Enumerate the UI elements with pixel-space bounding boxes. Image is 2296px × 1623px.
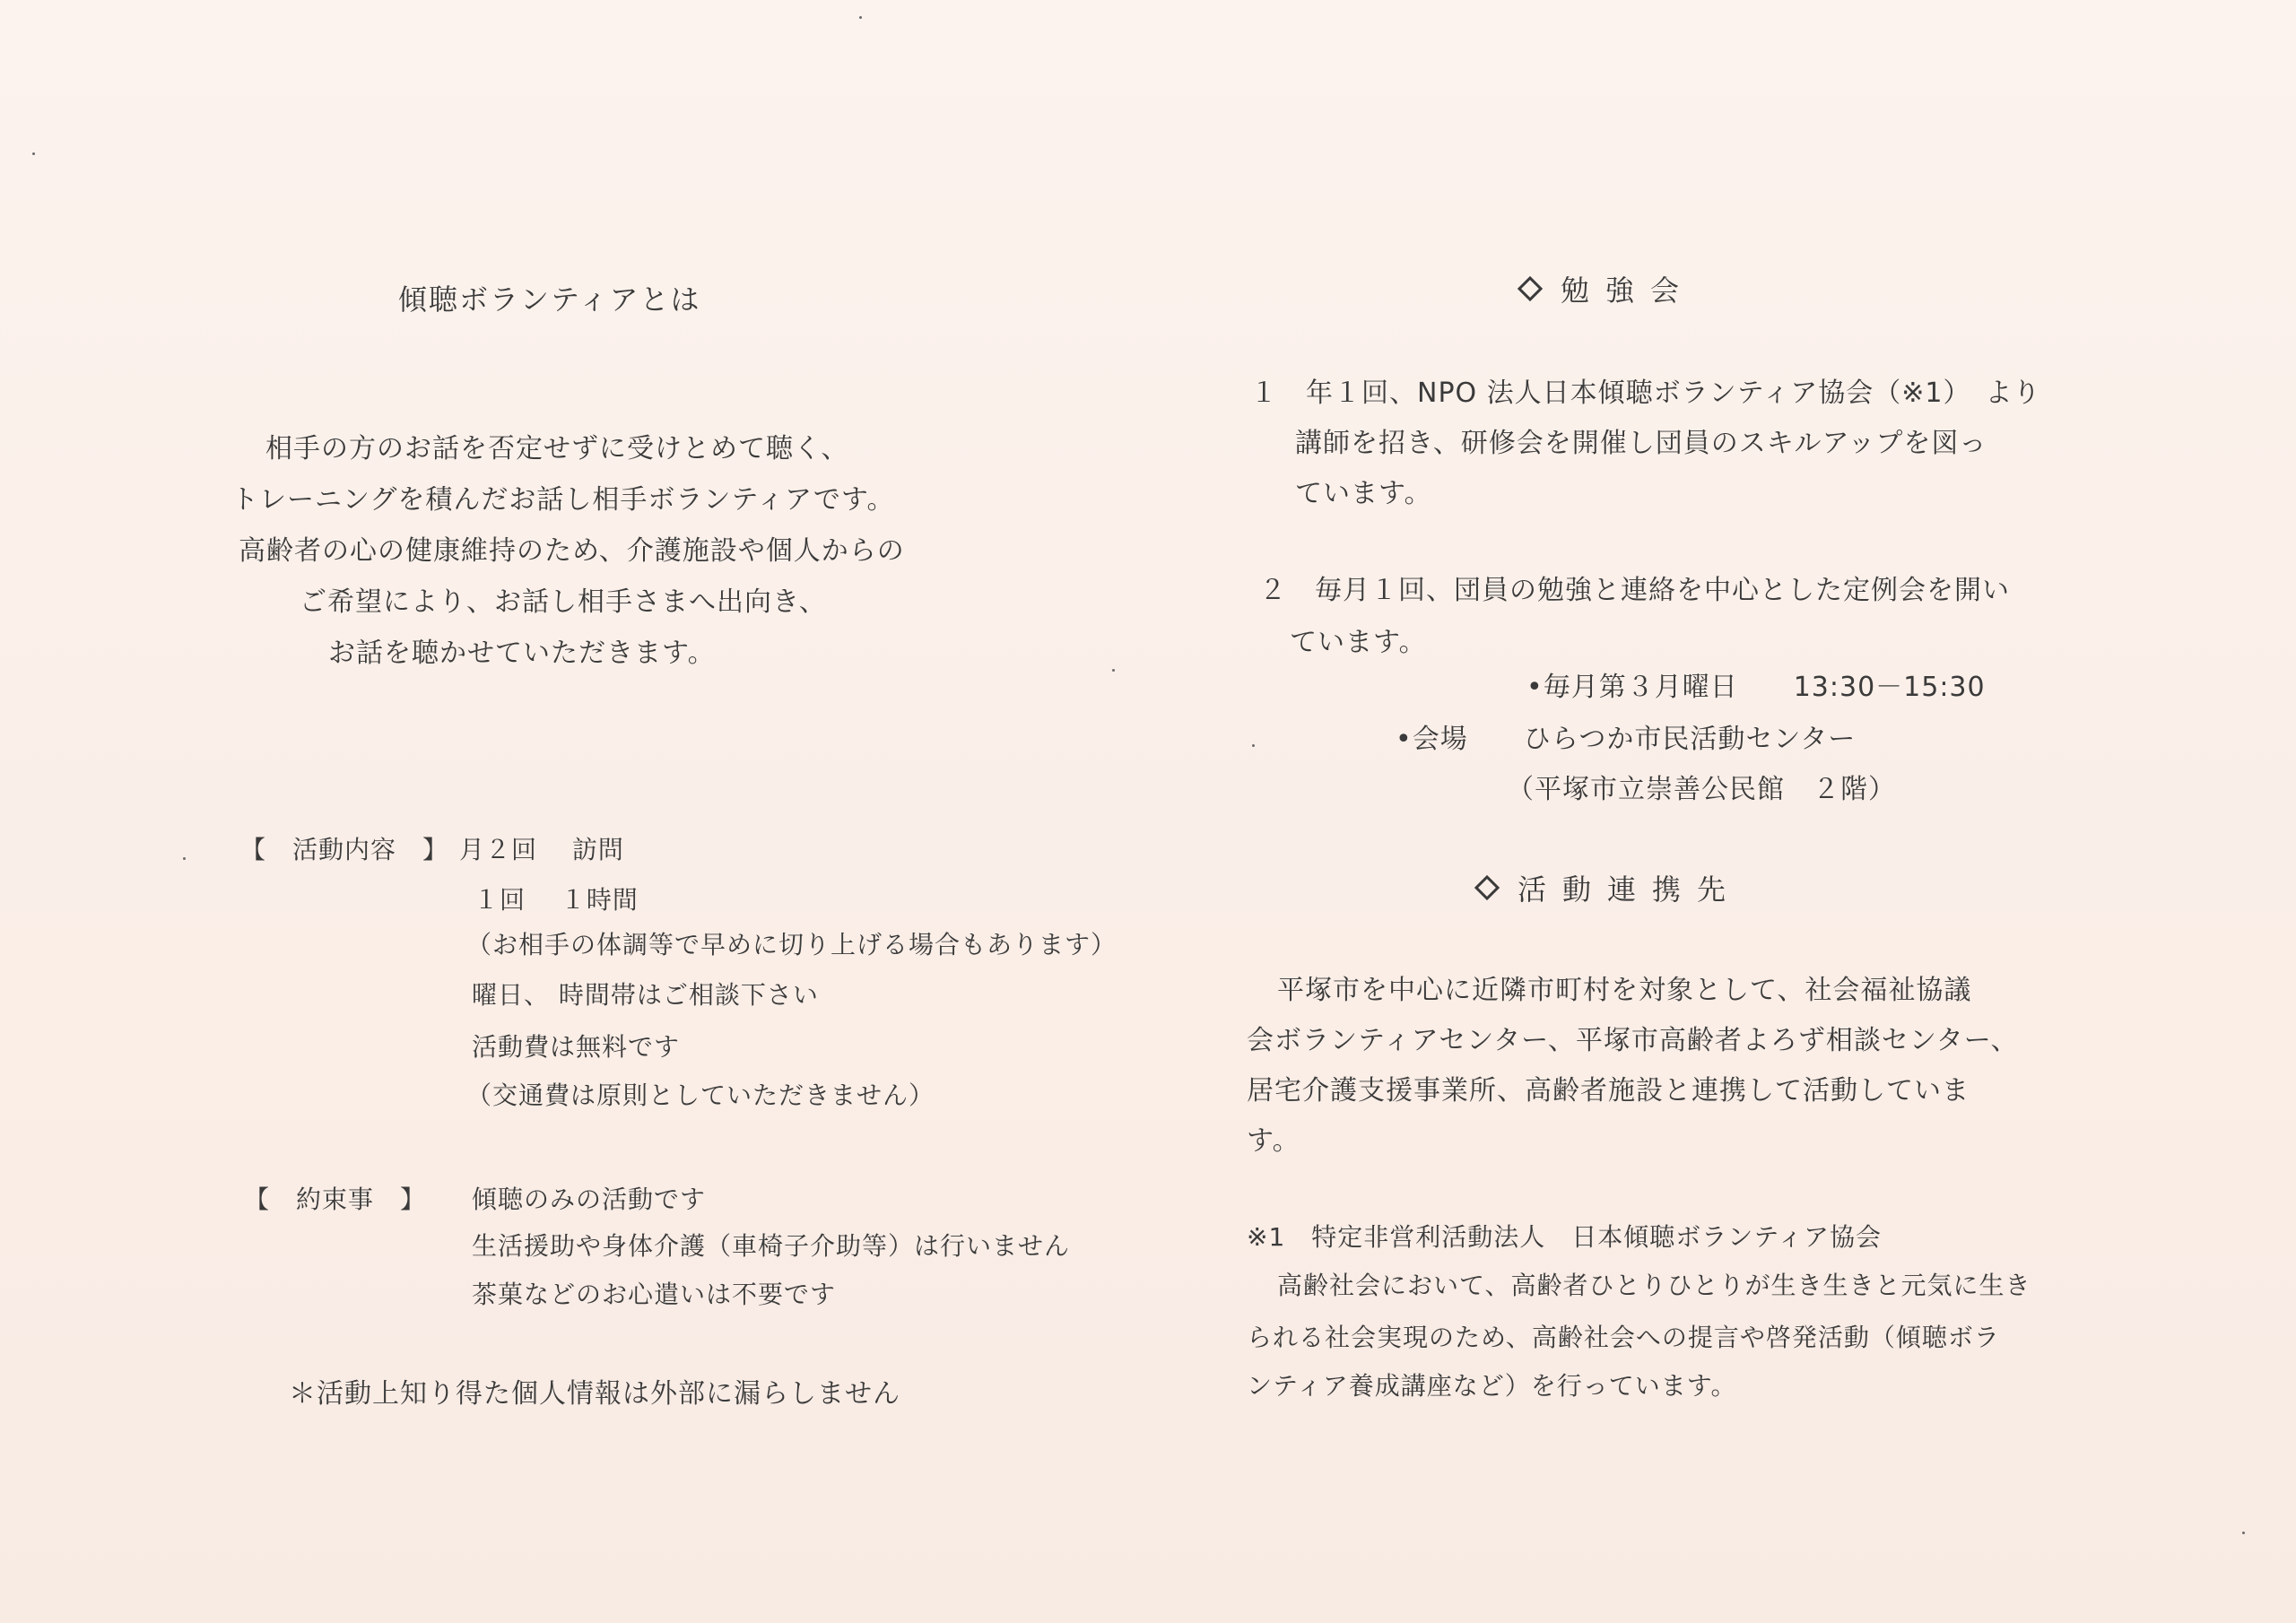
study2-line-1: ２ 毎月１回、団員の勉強と連絡を中心とした定例会を開い <box>1259 575 2010 606</box>
schedule-line: •毎月第３月曜日 13:30－15:30 <box>1526 672 1986 703</box>
study1-line-3: ています。 <box>1295 478 1432 509</box>
promise-line-3: 茶菓などのお心遣いは不要です <box>472 1280 837 1309</box>
study1-line-1: １ 年１回、NPO 法人日本傾聴ボランティア協会（※1） より <box>1250 378 2041 409</box>
intro-line-5: お話を聴かせていただきます。 <box>328 638 716 669</box>
partner-line-1: 平塚市を中心に近隣市町村を対象として、社会福祉協議 <box>1277 975 1972 1006</box>
promise-line-2: 生活援助や身体介護（車椅子介助等）は行いません <box>472 1231 1071 1261</box>
partner-heading <box>1478 872 1743 907</box>
privacy-note: ＊活動上知り得た個人情報は外部に漏らしません <box>289 1378 900 1410</box>
study-heading <box>1521 273 1696 308</box>
intro-line-1: 相手の方のお話を否定せずに受けとめて聴く、 <box>265 433 849 464</box>
footnote-line-1: 高齢社会において、高齢者ひとりひとりが生き生きと元気に生き <box>1277 1271 2031 1300</box>
scan-speck <box>1112 669 1115 672</box>
partner-line-3: 居宅介護支援事業所、高齢者施設と連携して活動していま <box>1247 1075 1970 1107</box>
scan-speck <box>32 152 35 155</box>
scan-speck <box>859 16 862 19</box>
venue-detail: （平塚市立崇善公民館 ２階） <box>1507 774 1896 805</box>
partner-heading-text: 活動連携先 <box>1518 872 1743 907</box>
footnote-line-2: られる社会実現のため、高齢社会への提言や啓発活動（傾聴ボラ <box>1247 1323 2000 1352</box>
left-title: 傾聴ボランティアとは <box>398 282 701 317</box>
activity-line-4: 曜日、 時間帯はご相談下さい <box>472 980 819 1010</box>
activity-line-2: １回 １時間 <box>474 885 639 915</box>
study2-line-2: ています。 <box>1290 627 1427 658</box>
partner-line-2: 会ボランティアセンター、平塚市高齢者よろず相談センター、 <box>1247 1025 2019 1056</box>
activity-label: 【 活動内容 】 <box>240 835 449 864</box>
study1-line-2: 講師を招き、研修会を開催し団員のスキルアップを図っ <box>1295 428 1987 459</box>
activity-line-1: 月２回 訪問 <box>459 835 624 864</box>
scan-speck <box>2242 1532 2245 1534</box>
diamond-bullet-icon <box>1518 276 1543 301</box>
scan-speck <box>183 857 186 860</box>
venue-line: •会場 ひらつか市民活動センター <box>1396 724 1857 755</box>
scan-speck <box>1252 744 1255 747</box>
partner-line-4: す。 <box>1247 1125 1300 1157</box>
study-heading-text: 勉強会 <box>1561 273 1696 308</box>
diamond-bullet-icon <box>1474 875 1500 900</box>
promise-line-1: 傾聴のみの活動です <box>472 1185 707 1214</box>
footnote-line-3: ンティア養成講座など）を行っています。 <box>1247 1371 1737 1401</box>
intro-line-3: 高齢者の心の健康維持のため、介護施設や個人からの <box>239 535 905 567</box>
promise-label: 【 約束事 】 <box>244 1185 427 1214</box>
footnote-label: ※1 特定非営利活動法人 日本傾聴ボランティア協会 <box>1247 1222 1883 1252</box>
intro-line-2: トレーニングを積んだお話し相手ボランティアです。 <box>231 484 895 516</box>
activity-line-6: （交通費は原則としていただきません） <box>466 1081 935 1110</box>
activity-line-5: 活動費は無料です <box>472 1032 681 1062</box>
intro-line-4: ご希望により、お話し相手さまへ出向き、 <box>300 586 827 618</box>
activity-line-3: （お相手の体調等で早めに切り上げる場合もあります） <box>466 930 1118 959</box>
